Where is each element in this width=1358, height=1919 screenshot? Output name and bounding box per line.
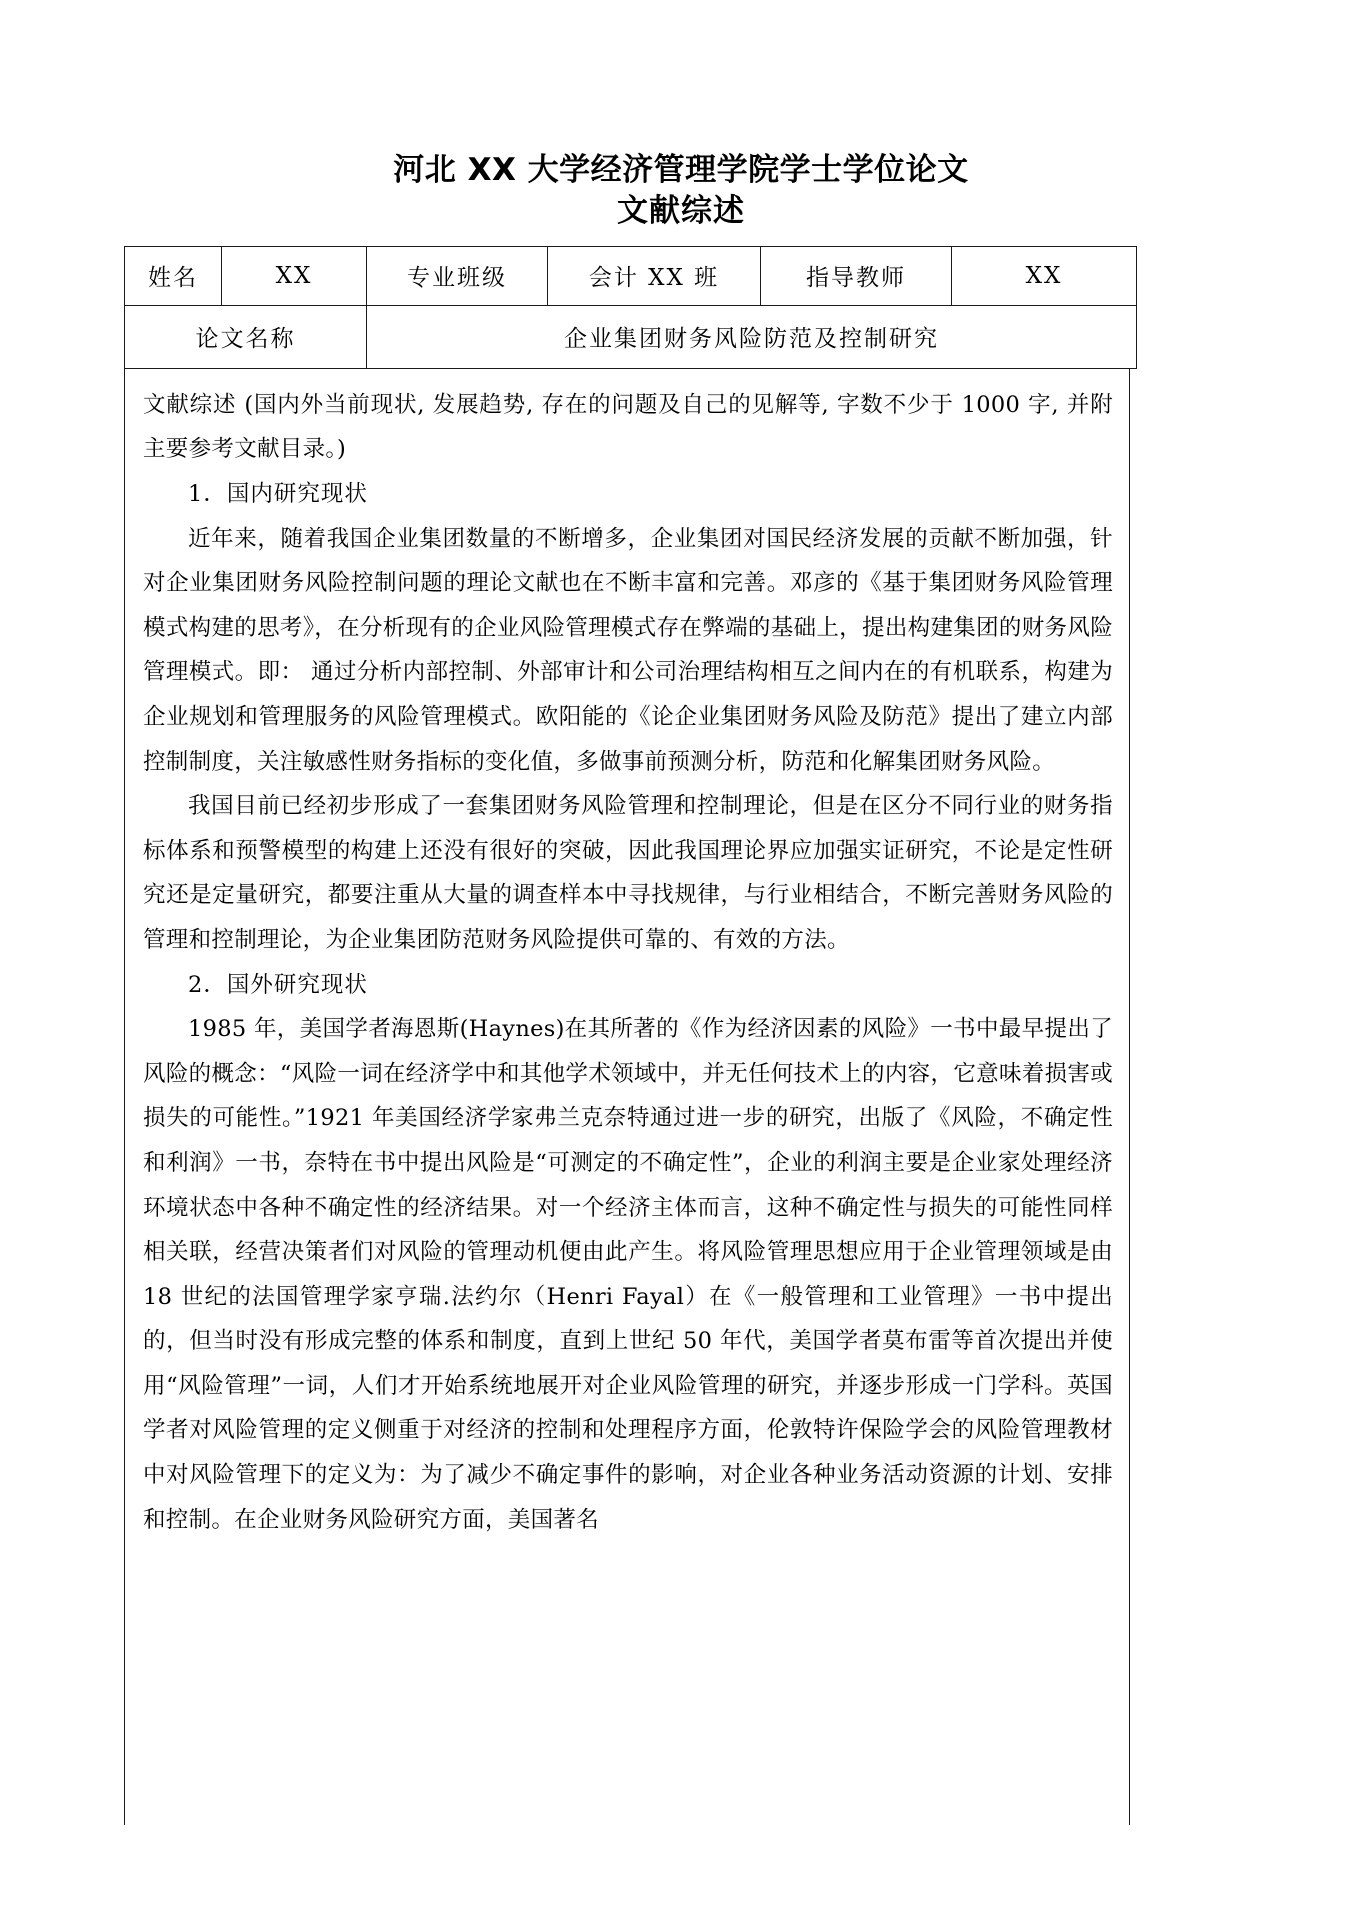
literature-review-body <box>124 369 1130 1825</box>
table-row-thesis-title <box>125 305 1137 368</box>
instruction-text: 文献综述 (国内外当前现状, 发展趋势, 存在的问题及自己的见解等, 字数不少于 1000 字, 并附主要参考文献目录。) <box>143 391 1113 463</box>
paragraph-domestic-research: 近年来，随着我国企业集团数量的不断增多，企业集团对国民经济发展的贡献不断加强，针对企业集团财务风险控制问题的理论文献也在不断丰富和完善。邓彦的《基于集团财务风险管理模式构建的思考》，在分析现有的企业风险管理模式存在弊端的基础上，提出构建集团的财务风险管理模式。即： 通过分析内部控制、外部审计和公司治理结构相互之间内在的有机联系，构建为企业规划和管理服务的风险管理模式。欧阳能的《论企业集团财务风险及防范》提出了建立内部控制制度，关注敏感性财务指标的变化值，多做事前预测分析，防范和化解集团财务风险。 <box>143 525 1113 775</box>
cell-thesis-value: 企业集团财务风险防范及控制研究 <box>367 305 1137 368</box>
cell-thesis-label: 论文名称 <box>125 305 367 368</box>
page-title-line-1: 河北 XX 大学经济管理学院学士学位论文 <box>393 152 969 188</box>
table-row-student-info <box>125 246 1137 305</box>
section-heading-2: 2．国外研究现状 <box>188 971 368 998</box>
cell-class-value: 会计 XX 班 <box>548 246 761 305</box>
thesis-info-table <box>124 246 1137 369</box>
cell-advisor-value: XX <box>952 246 1137 305</box>
cell-name-value: XX <box>222 246 367 305</box>
cell-class-label: 专业班级 <box>367 246 548 305</box>
section-heading-1: 1．国内研究现状 <box>188 481 368 507</box>
page-title <box>124 150 1238 232</box>
paragraph-foreign-research: 1985 年，美国学者海恩斯(Haynes)在其所著的《作为经济因素的风险》一书中最早提出了风险的概念：“风险一词在经济学中和其他学术领域中，并无任何技术上的内容，它意味着损害或损失的可能性。”1921 年美国经济学家弗兰克奈特通过进一步的研究，出版了《风险，不确定性和利润》一书，奈特在书中提出风险是“可测定的不确定性”，企业的利润主要是企业家处理经济环境状态中各种不确定性的经济结果。对一个经济主体而言，这种不确定性与损失的可能性同样相关联，经营决策者们对风险的管理动机便由此产生。将风险管理思想应用于企业管理领域是由 18 世纪的法国管理学家亨瑞.法约尔（Henri Fayal）在《一般管理和工业管理》一书中提出的，但当时没有形成完整的体系和制度，直到上世纪 50 年代，美国学者莫布雷等首次提出并使用“风险管理”一词，人们才开始系统地展开对企业风险管理的研究，并逐步形成一门学科。英国学者对风险管理的定义侧重于对经济的控制和处理程序方面，伦敦特许保险学会的风险管理教材中对风险管理下的定义为：为了减少不确定事件的影响，对企业各种业务活动资源的计划、安排和控制。在企业财务风险研究方面，美国著名 <box>143 1016 1114 1533</box>
paragraph-domestic-summary: 我国目前已经初步形成了一套集团财务风险管理和控制理论，但是在区分不同行业的财务指标体系和预警模型的构建上还没有很好的突破，因此我国理论界应加强实证研究，不论是定性研究还是定量研究，都要注重从大量的调查样本中寻找规律，与行业相结合，不断完善财务风险的管理和控制理论，为企业集团防范财务风险提供可靠的、有效的方法。 <box>143 793 1113 953</box>
cell-advisor-label: 指导教师 <box>761 246 952 305</box>
cell-name-label: 姓名 <box>125 246 222 305</box>
page-title-line-2: 文献综述 <box>617 192 745 229</box>
